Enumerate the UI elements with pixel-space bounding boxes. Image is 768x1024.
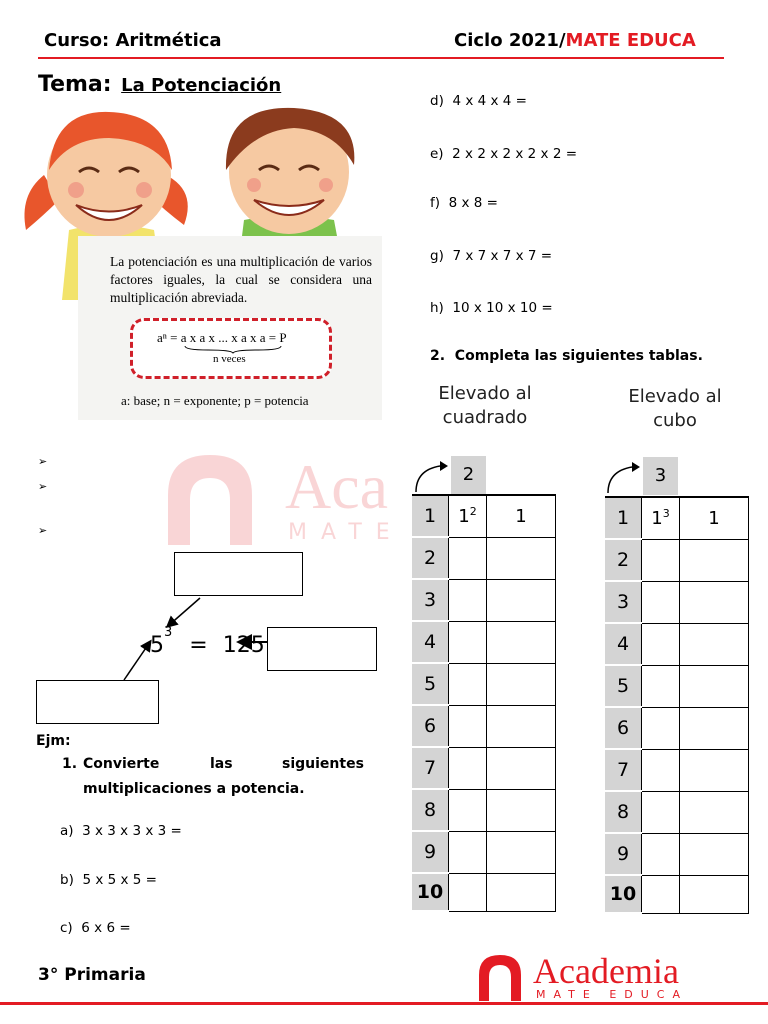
exercise1-word-1: Convierte (83, 756, 160, 772)
square-row (412, 705, 556, 747)
definition-text: La potenciación es una multiplicación de varios factores iguales, la cual se considera una multiplicación abreviada. (110, 254, 372, 305)
cube-title-line2: cubo (653, 410, 697, 431)
square-power-cell[interactable] (449, 747, 487, 789)
item-letter: g) (430, 248, 444, 264)
cube-result-cell[interactable] (680, 875, 749, 913)
course-title: Curso: Aritmética (44, 30, 222, 51)
exercise-item-a (60, 823, 182, 839)
cube-result-cell[interactable] (680, 665, 749, 707)
watermark-logo-icon (160, 450, 260, 545)
exercise1-word-2: las (210, 756, 233, 772)
bullet-3: ➢ (38, 524, 48, 537)
formula-text: aⁿ = a x a x ... x a x a = P (157, 330, 287, 345)
cube-result-cell[interactable] (680, 833, 749, 875)
header-rule (38, 57, 724, 59)
topic-title: La Potenciación (121, 75, 282, 96)
cube-table-title (620, 385, 730, 433)
example-base: 5 (150, 633, 164, 658)
square-row-number: 3 (412, 579, 449, 621)
square-power-cell (449, 495, 487, 537)
square-result-cell: 1 (487, 495, 556, 537)
square-row (412, 537, 556, 579)
item-text: 10 x 10 x 10 = (452, 300, 553, 316)
item-text: 4 x 4 x 4 = (452, 93, 527, 109)
cube-power-cell[interactable] (642, 539, 680, 581)
example-equals: = (189, 633, 208, 658)
square-result-cell[interactable] (487, 747, 556, 789)
item-text: 3 x 3 x 3 x 3 = (82, 823, 182, 839)
topic-label: Tema: (38, 72, 112, 97)
item-letter: h) (430, 300, 444, 316)
cube-result-cell: 1 (680, 497, 749, 539)
item-text: 7 x 7 x 7 x 7 = (452, 248, 553, 264)
square-power-cell[interactable] (449, 789, 487, 831)
example-arrows (100, 590, 280, 690)
brand-text: MATE EDUCA (565, 30, 696, 51)
square-result-cell[interactable] (487, 705, 556, 747)
square-row (412, 789, 556, 831)
item-letter: c) (60, 920, 73, 936)
formula-brace-label: n veces (213, 353, 246, 365)
cube-table (605, 496, 749, 914)
cube-power-cell[interactable] (642, 581, 680, 623)
square-table-title (430, 382, 540, 430)
cube-result-cell[interactable] (680, 623, 749, 665)
cube-row-number: 7 (605, 749, 642, 791)
cube-row (605, 581, 749, 623)
item-letter: e) (430, 146, 444, 162)
item-text: 8 x 8 = (448, 195, 498, 211)
example-result: 125 (222, 633, 265, 658)
exercise-item-b (60, 872, 157, 888)
cube-result-cell[interactable] (680, 749, 749, 791)
square-exponent-header: 2 (451, 456, 486, 494)
cube-power-cell[interactable] (642, 623, 680, 665)
power-base: 1 (458, 506, 470, 528)
cube-row (605, 665, 749, 707)
square-power-cell[interactable] (449, 831, 487, 873)
cycle-label (454, 30, 696, 51)
square-row-number: 8 (412, 789, 449, 831)
square-result-cell[interactable] (487, 663, 556, 705)
item-text: 5 x 5 x 5 = (82, 872, 157, 888)
cube-result-cell[interactable] (680, 539, 749, 581)
exercise2-heading: 2. Completa las siguientes tablas. (430, 348, 703, 364)
square-result-cell[interactable] (487, 831, 556, 873)
square-row (412, 579, 556, 621)
item-text: 2 x 2 x 2 x 2 x 2 = (452, 146, 578, 162)
logo-subtitle: MATE EDUCA (536, 988, 689, 1001)
square-result-cell[interactable] (487, 873, 556, 911)
cube-title-line1: Elevado al (628, 386, 722, 407)
item-letter: b) (60, 872, 74, 888)
watermark-text: Aca (285, 451, 389, 522)
cube-power-cell[interactable] (642, 791, 680, 833)
cube-row-number: 6 (605, 707, 642, 749)
exercise-item-g (430, 248, 552, 264)
cube-row-number: 1 (605, 497, 642, 539)
square-power-cell[interactable] (449, 663, 487, 705)
square-title-line2: cuadrado (442, 407, 528, 428)
exercise-item-h (430, 300, 553, 316)
square-row-number: 10 (412, 873, 449, 911)
cube-row (605, 623, 749, 665)
square-power-cell[interactable] (449, 873, 487, 911)
power-base: 1 (651, 508, 663, 530)
item-letter: f) (430, 195, 441, 211)
grade-label: 3° Primaria (38, 965, 146, 985)
square-row-number: 2 (412, 537, 449, 579)
exercise1-word-3: siguientes (282, 756, 364, 772)
square-row-number: 9 (412, 831, 449, 873)
exercise-item-d (430, 93, 527, 109)
square-row-number: 5 (412, 663, 449, 705)
square-result-cell[interactable] (487, 621, 556, 663)
academia-logo-icon (476, 953, 524, 1001)
square-row-number: 6 (412, 705, 449, 747)
cube-power-cell (642, 497, 680, 539)
exercise-item-f (430, 195, 498, 211)
cube-row-number: 9 (605, 833, 642, 875)
power-exponent: 2 (469, 505, 477, 519)
topic-heading (38, 72, 281, 97)
answer-box-right[interactable] (267, 627, 377, 671)
footer-rule (0, 1002, 768, 1005)
cube-power-cell[interactable] (642, 749, 680, 791)
square-row (412, 621, 556, 663)
exercise-item-e (430, 146, 577, 162)
cube-curved-arrow-icon (604, 459, 644, 495)
bullet-1: ➢ (38, 455, 48, 468)
cube-row-number: 8 (605, 791, 642, 833)
cube-result-cell[interactable] (680, 707, 749, 749)
cube-row-number: 4 (605, 623, 642, 665)
cube-row (605, 707, 749, 749)
square-row (412, 831, 556, 873)
square-power-cell[interactable] (449, 621, 487, 663)
cube-row-number: 10 (605, 875, 642, 913)
square-row (412, 747, 556, 789)
cube-row (605, 749, 749, 791)
square-row (412, 663, 556, 705)
example-exponent: 3 (164, 625, 173, 640)
square-row-number: 7 (412, 747, 449, 789)
square-power-cell[interactable] (449, 705, 487, 747)
watermark-sub: MATE (288, 520, 404, 545)
cube-power-cell[interactable] (642, 707, 680, 749)
cube-result-cell[interactable] (680, 581, 749, 623)
cube-power-cell[interactable] (642, 833, 680, 875)
square-row-number: 1 (412, 495, 449, 537)
exercise1-number: 1. (62, 756, 78, 772)
item-letter: d) (430, 93, 444, 109)
cube-row (605, 539, 749, 581)
item-letter: a) (60, 823, 74, 839)
cube-row-number: 3 (605, 581, 642, 623)
cube-result-cell[interactable] (680, 791, 749, 833)
square-curved-arrow-icon (412, 458, 452, 494)
cube-row (605, 833, 749, 875)
square-row (412, 495, 556, 537)
square-table (412, 494, 556, 912)
cube-exponent-header: 3 (643, 457, 678, 495)
square-power-cell[interactable] (449, 537, 487, 579)
square-result-cell[interactable] (487, 537, 556, 579)
square-row (412, 873, 556, 911)
logo-name: Academia (533, 951, 679, 991)
square-row-number: 4 (412, 621, 449, 663)
square-title-line1: Elevado al (438, 383, 532, 404)
square-power-cell[interactable] (449, 579, 487, 621)
exercise-item-c (60, 920, 131, 936)
cube-row (605, 875, 749, 913)
bullet-2: ➢ (38, 480, 48, 493)
cube-row-number: 2 (605, 539, 642, 581)
cycle-text: Ciclo 2021/ (454, 30, 566, 51)
square-result-cell[interactable] (487, 789, 556, 831)
item-text: 6 x 6 = (81, 920, 131, 936)
square-result-cell[interactable] (487, 579, 556, 621)
cube-row (605, 497, 749, 539)
cube-power-cell[interactable] (642, 875, 680, 913)
cube-row (605, 791, 749, 833)
formula-legend: a: base; n = exponente; p = potencia (121, 393, 309, 408)
power-exponent: 3 (662, 507, 670, 521)
cube-power-cell[interactable] (642, 665, 680, 707)
exercise1-line2: multiplicaciones a potencia. (83, 781, 305, 797)
cube-row-number: 5 (605, 665, 642, 707)
example-label: Ejm: (36, 733, 71, 749)
